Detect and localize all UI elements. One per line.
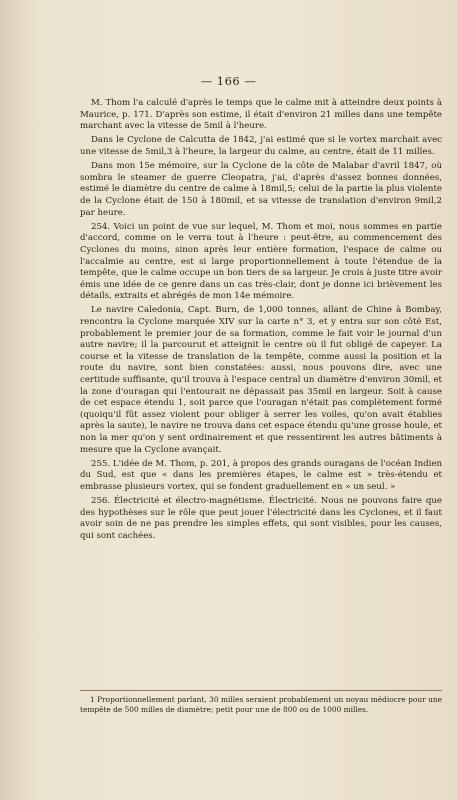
paragraph: 254. Voici un point de vue sur lequel, M. Thom et moi, nous sommes en partie d'accord, comme on le verra tout à l'heure : peut-être, au commencement des Cyclones du moins, sinon après leur entière formation, l'espace de calme ou l'accalmie au centre, est si large proportionnellement à toute l'étendue de la tempête, que le calme occupe un bon tiers de sa largeur. Je crois à juste titre avoir émis une idée de ce genre dans un cas très-clair, dont je donne ici brièvement les détails, extraits et abrégés de mon 14e mémoire. bbox=[80, 221, 442, 302]
paragraph: Dans le Cyclone de Calcutta de 1842, j'ai estimé que si le vortex marchait avec une vitesse de 5mil,3 à l'heure, la largeur du calme, au centre, était de 11 milles. bbox=[80, 135, 442, 157]
paragraph: M. Thom l'a calculé d'après le temps que le calme mit à atteindre deux points à Maurice, p. 171. D'après son estime, il était d'environ 21 milles dans une tempête marchant avec la vitesse de 5mil à l'heure. bbox=[80, 98, 442, 132]
footnote: 1 Proportionnellement parlant, 30 milles seraient probablement un noyau médiocre pour une tempête de 500 milles de diamètre; petit pour une de 800 ou de 1000 milles. bbox=[80, 695, 442, 715]
paragraph: Dans mon 15e mémoire, sur la Cyclone de la côte de Malabar d'avril 1847, où sombra le steamer de guerre Cleopatra, j'ai, d'après d'assez bonnes données, estimé le diamètre du centre de calme à 18mil,5; celui de la partie la plus violente de la Cyclone était de 150 à 180mil, et sa vitesse de translation d'environ 9mil,2 par heure. bbox=[80, 161, 442, 218]
body-text bbox=[80, 98, 442, 545]
paragraph: Le navire Caledonia, Capt. Burn, de 1,000 tonnes, allant de Chine à Bombay, rencontra la Cyclone marquée XIV sur la carte n° 3, et y entra sur son côté Est, probablement le premier jour de sa formation, comme le fait voir le journal d'un autre navire; il la parcourut et atteignit le centre où il fut obligé de capeyer. La course et la vitesse de translation de la tempête, comme aussi la position et la route du navire, sont bien constatées: aussi, nous pouvons dire, avec une certitude suffisante, qu'il trouva à l'espace central un diamètre d'environ 30mil, et la zone d'ouragan qui l'entourait ne dépassait pas 35mil en largeur. Soit à cause de cet espace étendu 1, soit parce que l'ouragan n'était pas complètement formé (quoiqu'il fût assez violent pour obliger à serrer les voiles, qu'on avait établies après la saute), le navire ne trouva dans cet espace étendu qu'une grosse houle, et non la mer qu'on y sent ordinairement et que ressentirent les autres bâtiments à mesure que la Cyclone avançait. bbox=[80, 305, 442, 455]
paragraph: 256. Électricité et électro-magnétisme. Électricité. Nous ne pouvons faire que des hypothèses sur le rôle que peut jouer l'électricité dans les Cyclones, et il faut avoir soin de ne pas prendre les simples effets, qui sont visibles, pour les causes, qui sont cachées. bbox=[80, 496, 442, 541]
page-number: — 166 — bbox=[200, 74, 257, 88]
paragraph: 255. L'idée de M. Thom, p. 201, à propos des grands ouragans de l'océan Indien du Sud, est que « dans les premières étapes, le calme est » très-étendu et embrasse plusieurs vortex, qui se fondent graduellement en » un seul. » bbox=[80, 458, 442, 492]
footnote-divider bbox=[80, 690, 442, 691]
